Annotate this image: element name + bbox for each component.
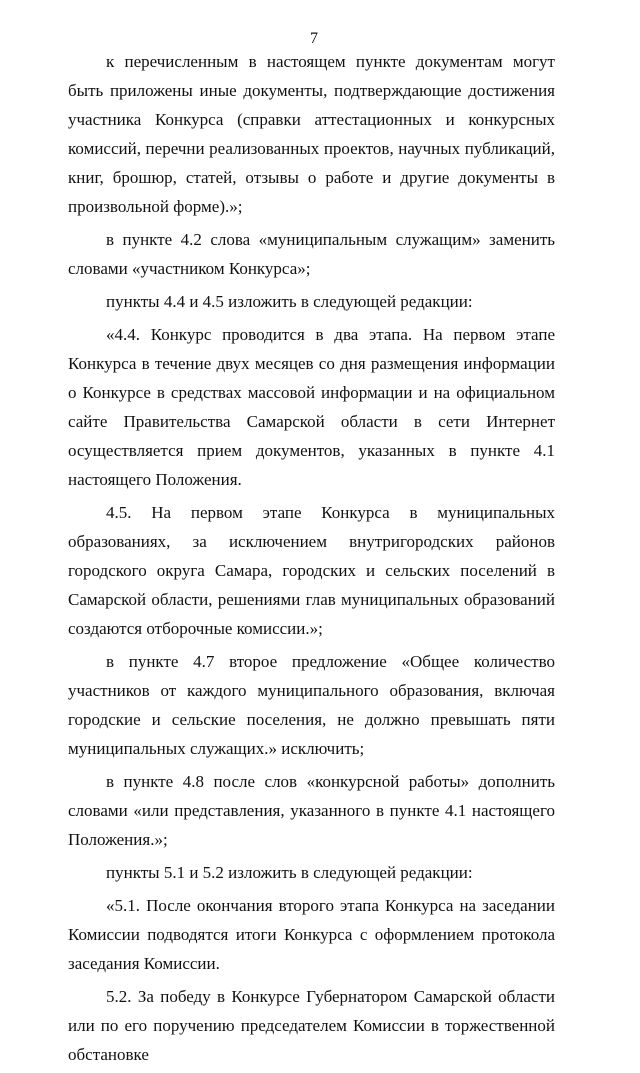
paragraph-clause-5-1: «5.1. После окончания второго этапа Конкурса на заседании Комиссии подводятся итоги Конкурса с оформлением протокола заседания Комиссии.	[68, 896, 555, 973]
paragraph-clause-4-7: в пункте 4.7 второе предложение «Общее количество участников от каждого муниципального образования, включая городские и сельские поселения, не должно превышать пяти муниципальных служащих.» исключить;	[68, 652, 555, 758]
paragraph-clause-4-5: 4.5. На первом этапе Конкурса в муниципальных образованиях, за исключением внутригородских районов городского округа Самара, городских и сельских поселений в Самарской области, решениями глав муниципальных образований создаются отборочные комиссии.»;	[68, 503, 555, 638]
paragraph-clause-4-2: в пункте 4.2 слова «муниципальным служащим» заменить словами «участником Конкурса»;	[68, 230, 555, 278]
paragraph-clause-5-2: 5.2. За победу в Конкурсе Губернатором Самарской области или по его поручению председателем Комиссии в торжественной обстановке	[68, 987, 555, 1064]
paragraph-clause-4-8: в пункте 4.8 после слов «конкурсной работы» дополнить словами «или представления, указанного в пункте 4.1 настоящего Положения.»;	[68, 772, 555, 849]
page-number: 7	[310, 30, 318, 47]
paragraph-clause-4-4: «4.4. Конкурс проводится в два этапа. На первом этапе Конкурса в течение двух месяцев со дня размещения информации о Конкурсе в средствах массовой информации и на официальном сайте Правительства Самарской области в сети Интернет осуществляется прием документов, указанных в пункте 4.1 настоящего Положения.	[68, 325, 555, 489]
paragraph-continued-list: к перечисленным в настоящем пункте документам могут быть приложены иные документы, подтверждающие достижения участника Конкурса (справки аттестационных и конкурсных комиссий, перечни реализованных проектов, научных публикаций, книг, брошюр, статей, отзывы о работе и другие документы в произвольной форме).»;	[68, 52, 555, 216]
paragraph-clauses-4-4-4-5-intro: пункты 4.4 и 4.5 изложить в следующей редакции:	[106, 292, 473, 311]
paragraph-clauses-5-1-5-2-intro: пункты 5.1 и 5.2 изложить в следующей редакции:	[106, 863, 473, 882]
document-body	[68, 47, 555, 1073]
